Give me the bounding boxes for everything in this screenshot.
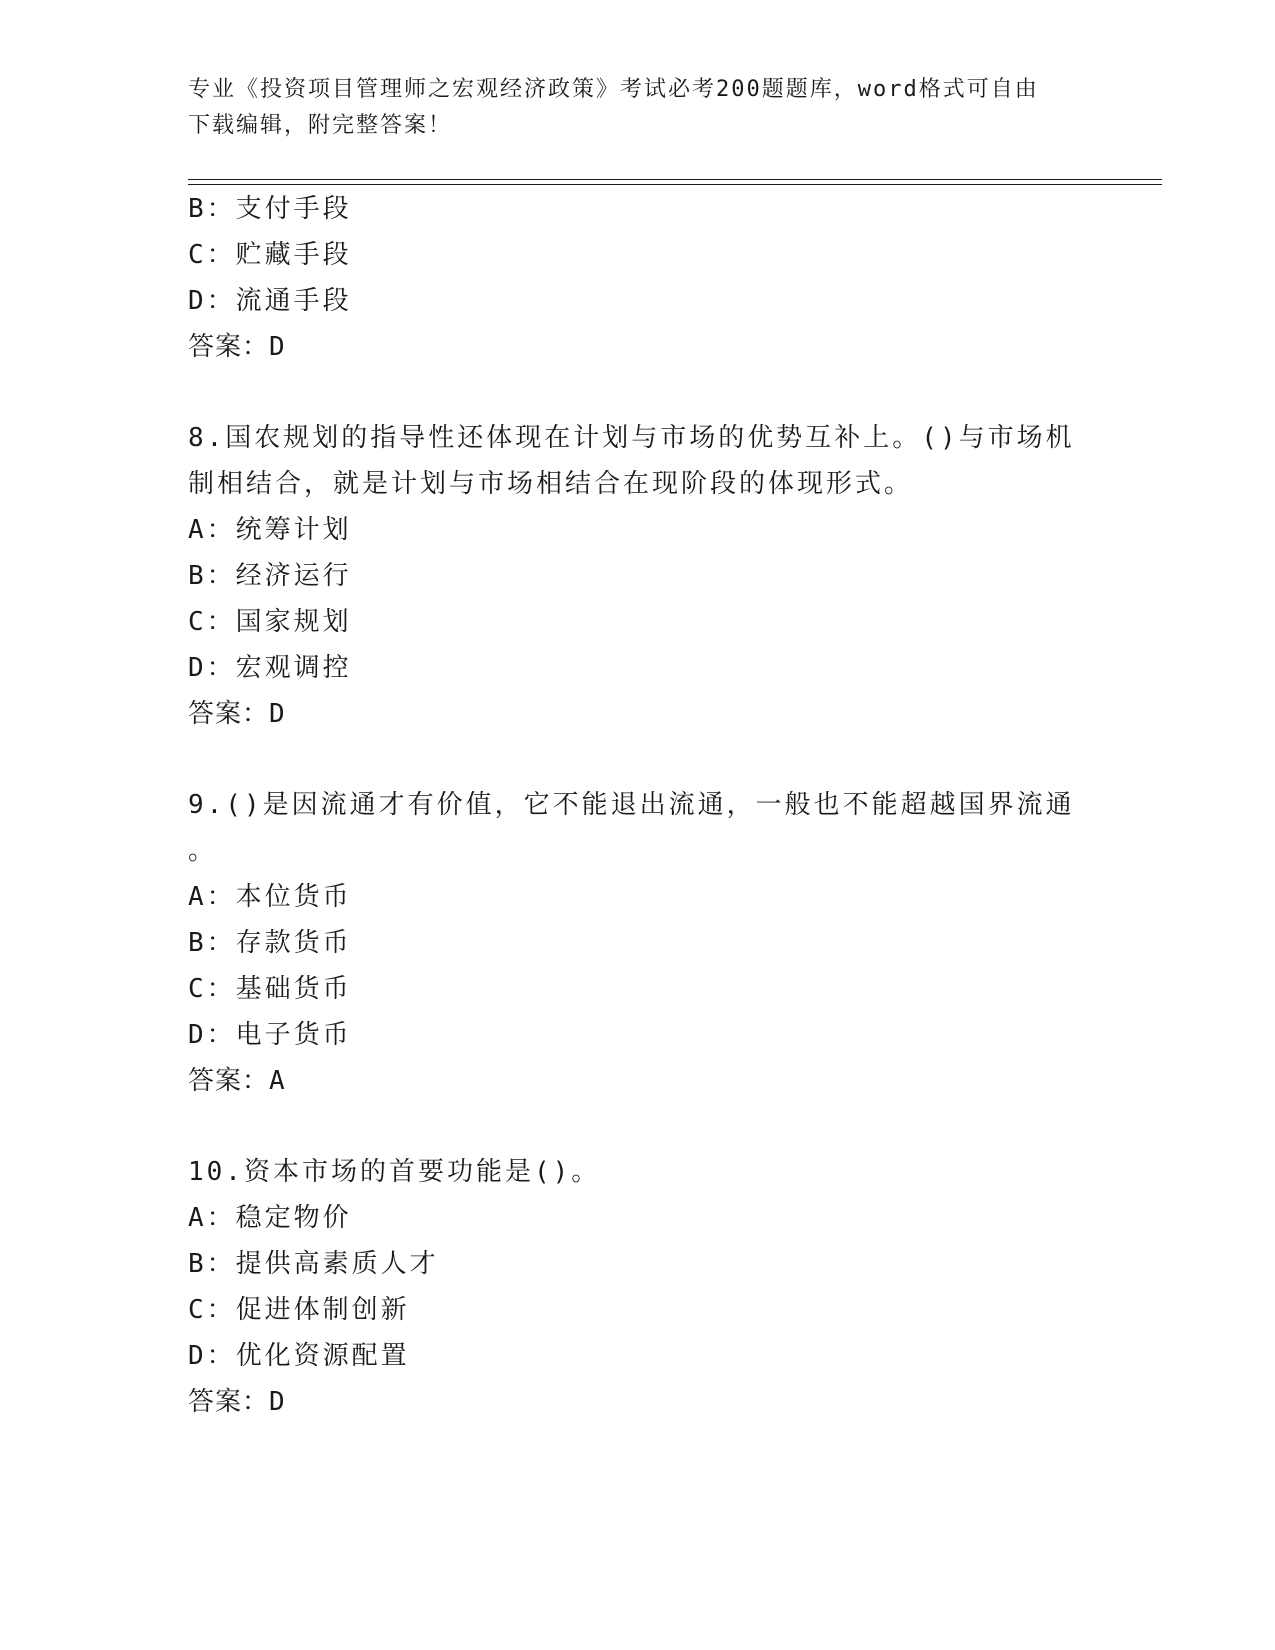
answer: 答案：D <box>188 332 286 362</box>
question-text-line-1: 9.()是因流通才有价值，它不能退出流通，一般也不能超越国界流通 <box>188 790 1075 820</box>
header-line-1: 专业《投资项目管理师之宏观经济政策》考试必考200题题库，word格式可自由 <box>188 77 1039 102</box>
question-text-line-1: 10.资本市场的首要功能是()。 <box>188 1157 601 1187</box>
option-b: B：提供高素质人才 <box>188 1249 439 1279</box>
option-c: C：基础货币 <box>188 974 352 1004</box>
question-text-line-2: 制相结合，就是计划与市场相结合在现阶段的体现形式。 <box>188 469 914 499</box>
document-header <box>188 72 1088 144</box>
option-d: D：电子货币 <box>188 1020 352 1050</box>
question-8 <box>188 415 1088 737</box>
option-d: D：流通手段 <box>188 286 352 316</box>
option-b: B：经济运行 <box>188 561 352 591</box>
option-a: A：稳定物价 <box>188 1203 352 1233</box>
document-body <box>188 186 1088 1425</box>
option-b: B：存款货币 <box>188 928 352 958</box>
question-10 <box>188 1149 1088 1425</box>
question-text-line-1: 8.国农规划的指导性还体现在计划与市场的优势互补上。()与市场机 <box>188 423 1075 453</box>
question-9 <box>188 782 1088 1104</box>
option-c: C：贮藏手段 <box>188 240 352 270</box>
answer: 答案：D <box>188 699 286 729</box>
option-c: C：国家规划 <box>188 607 352 637</box>
option-b: B：支付手段 <box>188 194 352 224</box>
option-d: D：优化资源配置 <box>188 1341 410 1371</box>
option-a: A：统筹计划 <box>188 515 352 545</box>
header-line-2: 下载编辑，附完整答案！ <box>188 113 453 138</box>
header-rule-top <box>188 179 1162 180</box>
question-prev <box>188 186 1088 370</box>
answer: 答案：A <box>188 1066 286 1096</box>
option-d: D：宏观调控 <box>188 653 352 683</box>
option-c: C：促进体制创新 <box>188 1295 410 1325</box>
option-a: A：本位货币 <box>188 882 352 912</box>
question-text-line-2: 。 <box>188 836 218 866</box>
answer: 答案：D <box>188 1387 286 1417</box>
header-rule-bottom <box>188 184 1162 185</box>
